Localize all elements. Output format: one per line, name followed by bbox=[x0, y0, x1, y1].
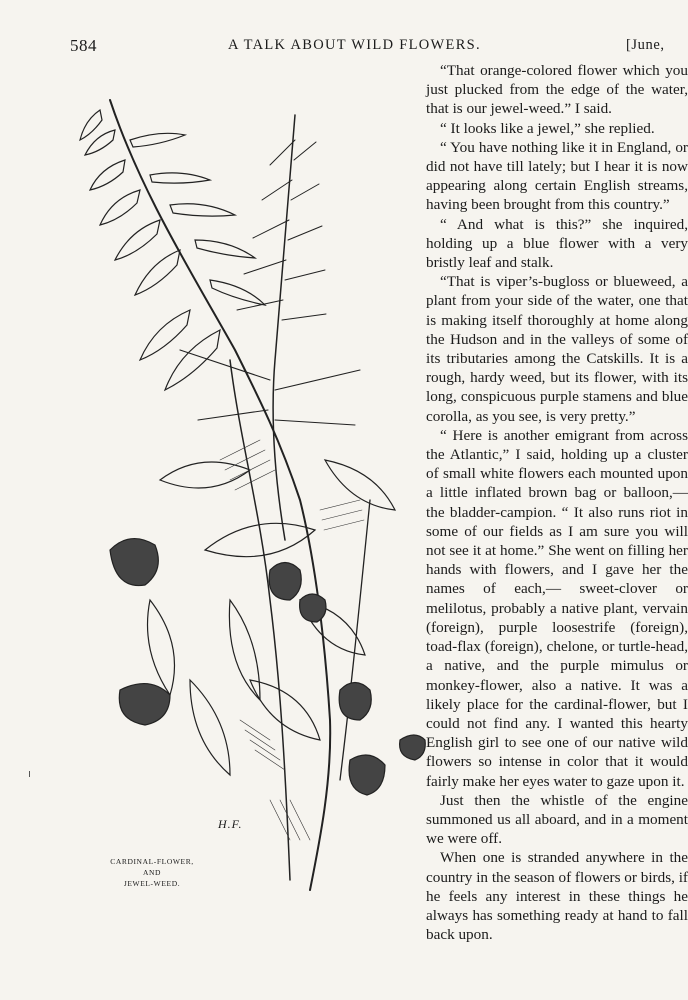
paragraph: “That is viper’s-bugloss or blueweed, a plant from your side of the water, one that is making itself thoroughly at home along the Hudson and in the valleys of some of its tributaries among the Catskills. It is a rough, hardy weed, but its flower, with its long, conspicuous purple stamens and blue corolla, as you see, is very pretty.” bbox=[426, 273, 688, 425]
article-text-column bbox=[426, 61, 688, 944]
paragraph: “That orange-colored flower which you just plucked from the edge of the water, that is our jewel-weed.” I said. bbox=[426, 62, 688, 118]
paragraph: “ And what is this?” she inquired, holding up a blue flower with a very bristly leaf and stalk. bbox=[426, 215, 688, 272]
illustration-caption bbox=[92, 856, 212, 889]
caption-line: JEWEL-WEED. bbox=[123, 879, 181, 888]
page-number: 584 bbox=[70, 36, 97, 55]
paragraph: “ You have nothing like it in England, or did not have till lately; but I hear it is now appearing along certain English streams, having been brought from this country.” bbox=[426, 138, 688, 214]
running-title: A TALK ABOUT WILD FLOWERS. bbox=[228, 37, 481, 53]
issue-month: [June, bbox=[626, 37, 665, 53]
paragraph: “ Here is another emigrant from across the Atlantic,” I said, holding up a cluster of small white flowers each mounted upon a little inflated brown bag or balloon,— the bladder-campion. “ It also runs riot in some of our fields as I am sure you will not see it at home.” She went on filling her hands with flowers, and I gave her the names of each,— sweet-clover or melilotus, probably a native plant, vervain (foreign), purple loosestrife (foreign), toad-flax (foreign), chelone, or turtle-head, a native, and the purple mimulus or monkey-flower, also a native. It was a likely place for the cardinal-flower, but I could not find any. I wanted this hearty English girl to see one of our native wild flowers so intense in color that it would fairly make her eyes water to gaze upon it. bbox=[426, 426, 688, 790]
paragraph: Just then the whistle of the engine summoned us all aboard, and in a moment we were off. bbox=[426, 791, 688, 848]
cardinal-flower-jewel-weed-illustration bbox=[70, 80, 430, 900]
stray-ink-mark bbox=[29, 771, 30, 777]
artist-signature: H.F. bbox=[218, 817, 243, 831]
caption-line: AND bbox=[142, 868, 162, 877]
paragraph: When one is stranded anywhere in the country in the season of flowers or birds, if he feels any interest in these things he always has something ready at hand to fall back upon. bbox=[426, 849, 688, 944]
paragraph: “ It looks like a jewel,” she replied. bbox=[440, 119, 655, 137]
caption-line: CARDINAL-FLOWER, bbox=[110, 857, 194, 866]
